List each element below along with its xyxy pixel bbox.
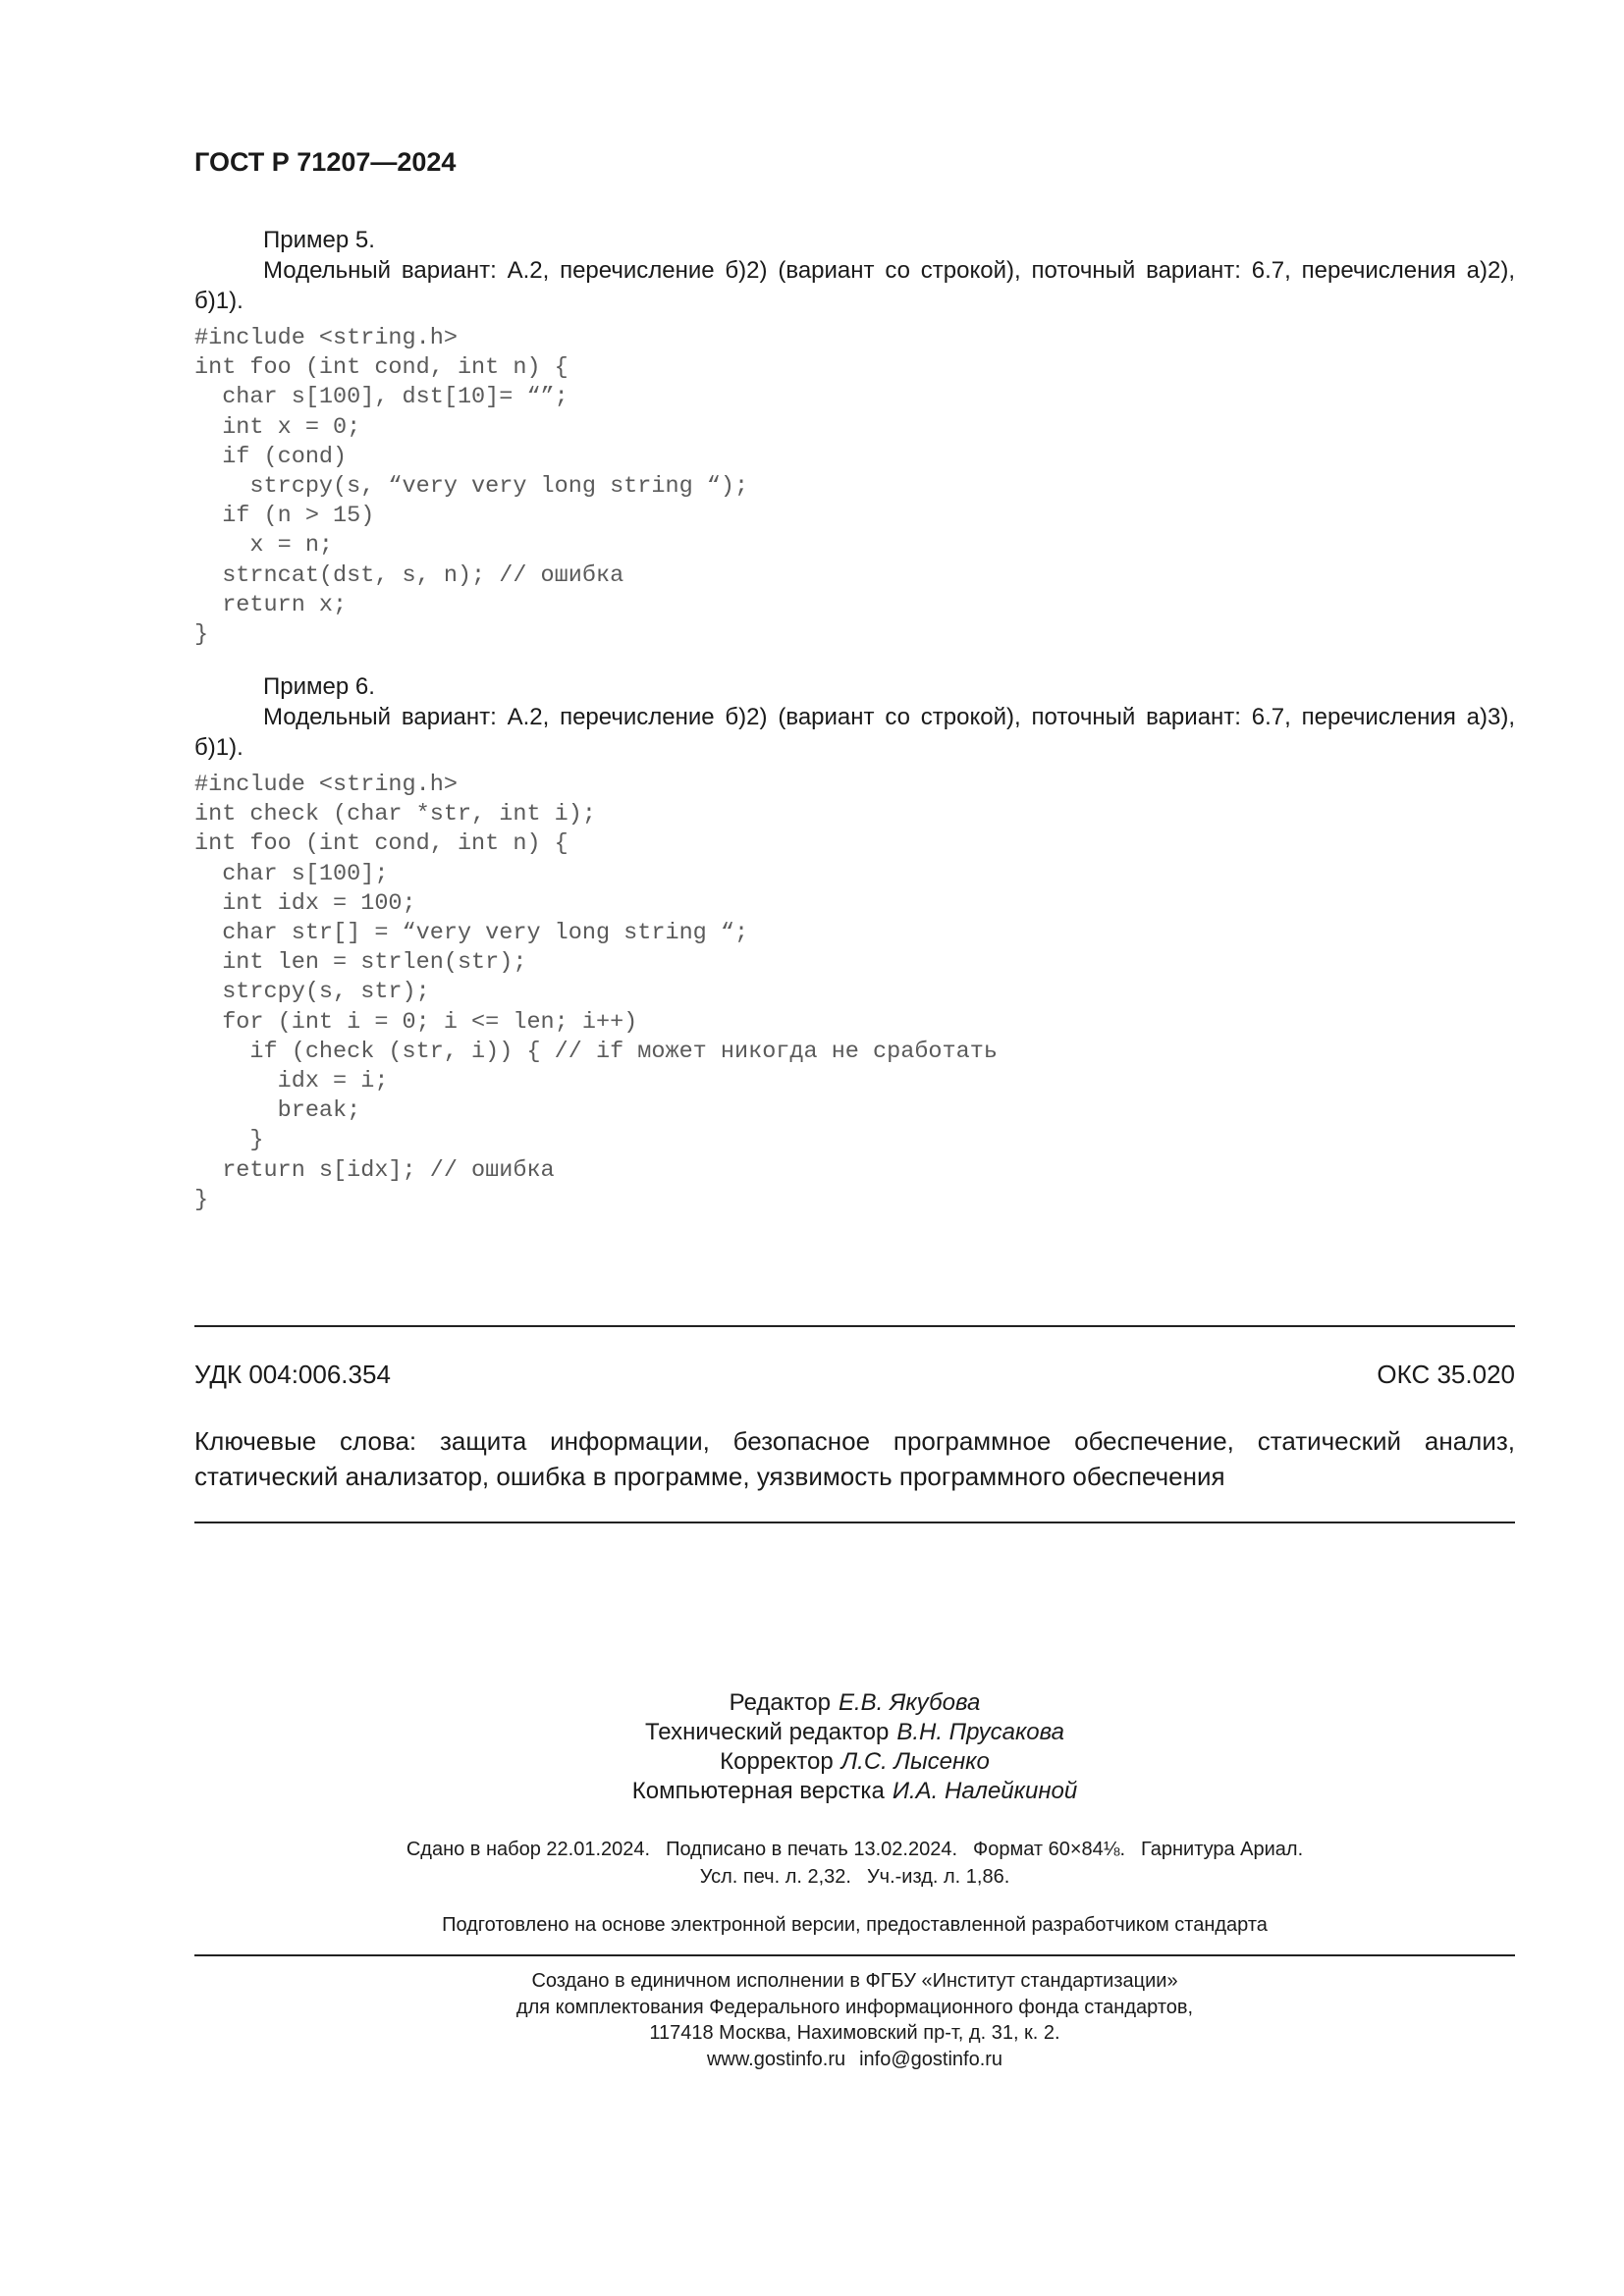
credit-layout: Компьютерная верстка И.А. Налейкиной (631, 1778, 1078, 1804)
example-5 (194, 226, 1515, 650)
standard-number: ГОСТ Р 71207—2024 (194, 147, 457, 177)
code-listing: #include <string.h> int check (char *str, int i); int foo (int cond, int n) { char s[100]; int idx = 100; char str[] = “very very long string “; int len = strlen(str); strcpy(s, str); for (int i = 0; i <= len; i++) if (check (str, i)) { // if может никогда не сработать idx = i; break; } return s[idx]; // ошибка } (194, 772, 998, 1213)
website-link[interactable]: www.gostinfo.ru (706, 2048, 846, 2070)
oks-code: ОКС 35.020 (1377, 1360, 1515, 1389)
divider (194, 1954, 1515, 1956)
credit-editor: Редактор Е.В. Якубова (729, 1689, 981, 1716)
example-description: Модельный вариант: А.2, перечисление б)2) (вариант со строкой), поточный вариант: 6.7, перечисления а)2), б)1). (194, 257, 1515, 314)
example-6 (194, 672, 1515, 1215)
signed-date: Подписано в печать 13.02.2024. (666, 1839, 958, 1860)
divider (194, 1325, 1515, 1327)
publication-data (194, 1836, 1515, 1891)
example-title: Пример 6. (263, 673, 375, 700)
keywords: Ключевые слова: защита информации, безопасное программное обеспечение, статический анализ, статический анализатор, ошибка в программе, уязвимость программного обеспечения (194, 1426, 1515, 1491)
submitted-date: Сдано в набор 22.01.2024. (406, 1839, 651, 1860)
code-listing: #include <string.h> int foo (int cond, int n) { char s[100], dst[10]= “”; int x = 0; if (cond) strcpy(s, “very very long string “); if (n > 15) x = n; strncat(dst, s, n); // ошибка return x; } (194, 325, 749, 649)
publisher-footer: Создано в единичном исполнении в ФГБУ «Институт стандартизации» для комплектования Федерального информационного фонда стандартов, 117418 Москва, Нахимовский пр-т, д. 31, к. 2. www.gostinfo.ru info@gostinfo.ru (515, 1970, 1194, 2070)
email-link[interactable]: info@gostinfo.ru (859, 2048, 1003, 2070)
example-title: Пример 5. (263, 227, 375, 253)
publisher-sheets: Уч.-изд. л. 1,86. (866, 1866, 1010, 1888)
document-page (194, 0, 1515, 2296)
credits (194, 1688, 1515, 1806)
credit-proofreader: Корректор Л.С. Лысенко (720, 1748, 990, 1775)
example-description: Модельный вариант: А.2, перечисление б)2) (вариант со строкой), поточный вариант: 6.7, перечисления а)3), б)1). (194, 704, 1515, 761)
udc-code: УДК 004:006.354 (194, 1360, 391, 1389)
typeface: Гарнитура Ариал. (1141, 1839, 1304, 1860)
format: Формат 60×84⅛. (973, 1839, 1126, 1860)
credit-tech-editor: Технический редактор В.Н. Прусакова (644, 1719, 1064, 1745)
divider (194, 1522, 1515, 1523)
print-sheets: Усл. печ. л. 2,32. (699, 1866, 851, 1888)
prepared-note: Подготовлено на основе электронной версии, предоставленной разработчиком стандарта (442, 1914, 1268, 1936)
